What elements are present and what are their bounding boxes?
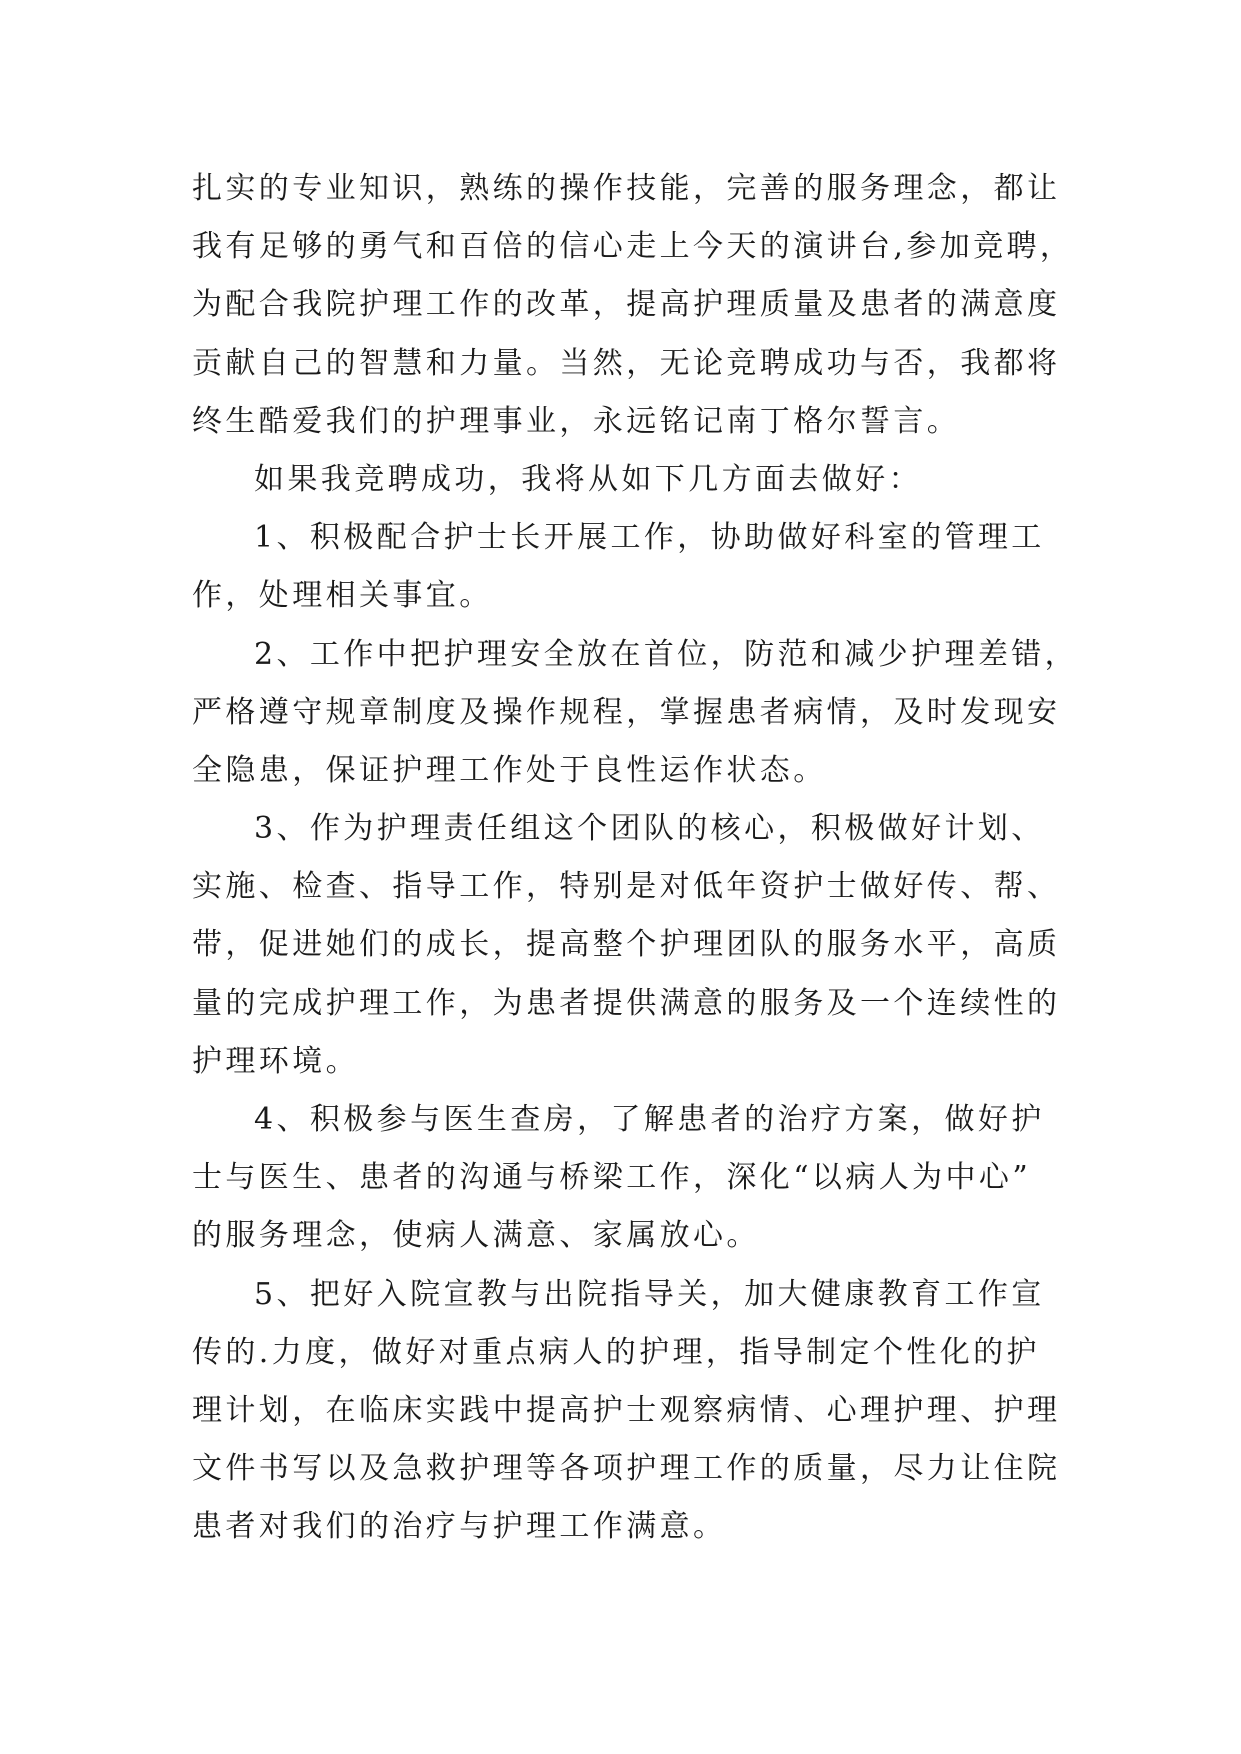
text-line: 扎实的专业知识，熟练的操作技能，完善的服务理念，都让 [192, 171, 1061, 206]
text-line: 为配合我院护理工作的改革，提高护理质量及患者的满意度 [192, 287, 1061, 323]
text-line: 终生酷爱我们的护理事业，永远铭记南丁格尔誓言。 [192, 403, 961, 439]
text-line: 文件书写以及急救护理等各项护理工作的质量，尽力让住院 [192, 1451, 1061, 1487]
text-line: 量的完成护理工作，为患者提供满意的服务及一个连续性的 [192, 985, 1061, 1021]
list-item-1-first-line: 1、积极配合护士长开展工作，协助做好科室的管理工 [254, 520, 1045, 556]
text-line: 贡献自己的智慧和力量。当然，无论竞聘成功与否，我都将 [192, 345, 1061, 381]
text-line: 作，处理相关事宜。 [192, 578, 493, 614]
text-line: 严格遵守规章制度及操作规程，掌握患者病情，及时发现安 [192, 694, 1061, 730]
list-item-2-first-line: 2、工作中把护理安全放在首位，防范和减少护理差错， [254, 636, 1079, 672]
text-line: 理计划，在临床实践中提高护士观察病情、心理护理、护理 [192, 1392, 1061, 1428]
text-line: 传的.力度，做好对重点病人的护理，指导制定个性化的护 [192, 1334, 1040, 1370]
text-line: 的服务理念，使病人满意、家属放心。 [192, 1218, 760, 1254]
list-item-5-first-line: 5、把好入院宣教与出院指导关，加大健康教育工作宣 [254, 1276, 1045, 1312]
text-line: 患者对我们的治疗与护理工作满意。 [192, 1509, 727, 1545]
text-line: 全隐患，保证护理工作处于良性运作状态。 [192, 752, 827, 788]
text-line: 实施、检查、指导工作，特别是对低年资护士做好传、帮、 [192, 869, 1061, 905]
list-item-3-first-line: 3、作为护理责任组这个团队的核心，积极做好计划、 [254, 811, 1045, 847]
text-line: 士与医生、患者的沟通与桥梁工作，深化“以病人为中心” [192, 1160, 1032, 1196]
list-item-4-first-line: 4、积极参与医生查房，了解患者的治疗方案，做好护 [254, 1102, 1045, 1137]
document-body [192, 160, 1079, 1557]
paragraph-first-line: 如果我竞聘成功，我将从如下几方面去做好： [254, 461, 922, 497]
text-line: 我有足够的勇气和百倍的信心走上今天的演讲台,参加竞聘， [192, 229, 1074, 265]
text-line: 带，促进她们的成长，提高整个护理团队的服务水平，高质 [192, 927, 1061, 963]
text-line: 护理环境。 [192, 1043, 359, 1079]
